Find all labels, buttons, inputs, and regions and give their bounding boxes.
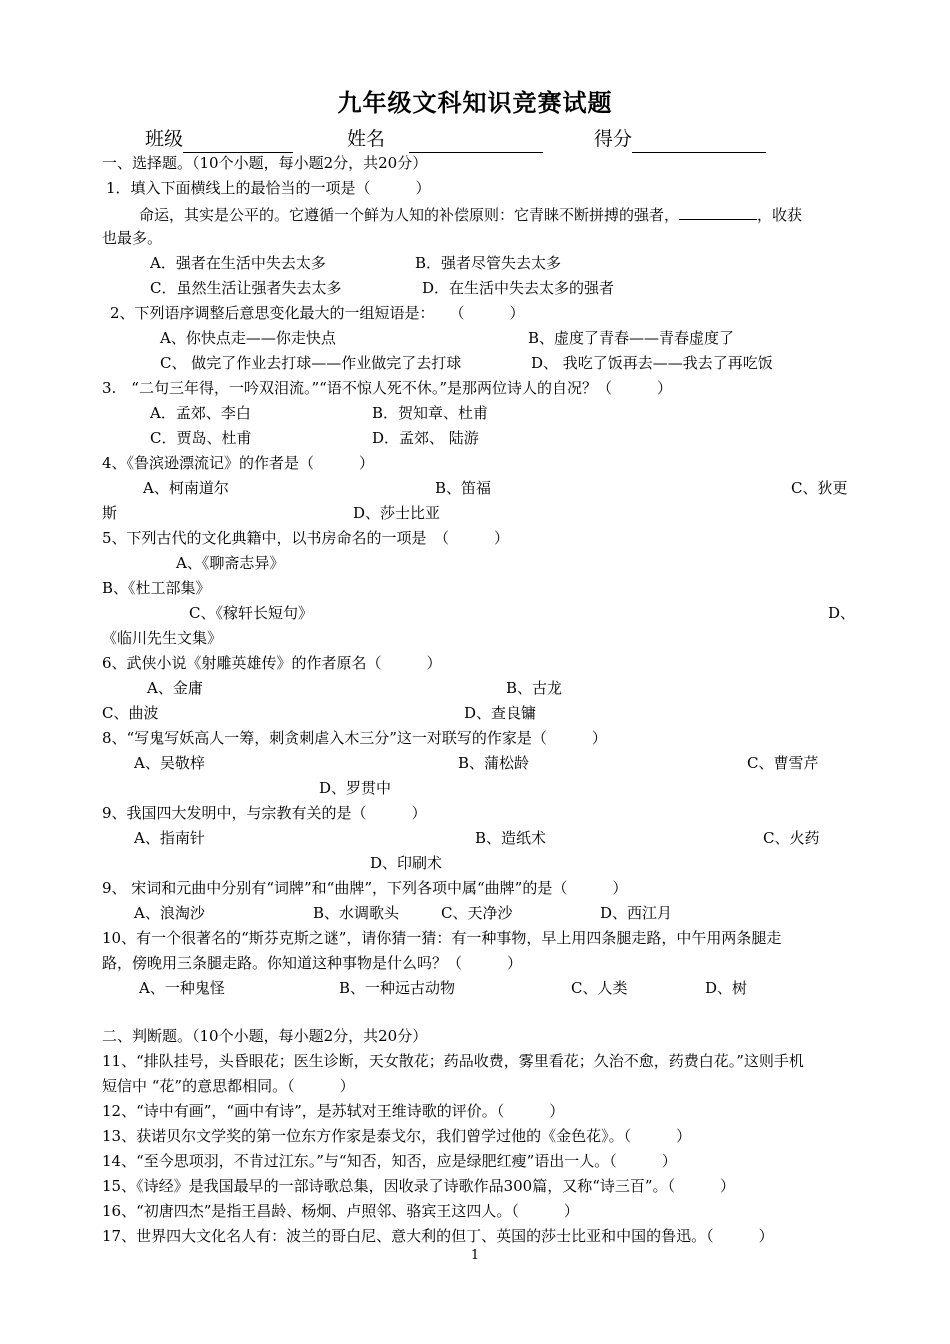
option: D、树 (705, 979, 748, 997)
name-blank[interactable] (409, 132, 543, 153)
option: A、金庸 (147, 679, 203, 697)
class-field (145, 125, 293, 153)
option: 斯 (102, 504, 118, 522)
score-label: 得分 (594, 128, 633, 150)
option: C、人类 (571, 979, 628, 997)
name-label: 姓名 (347, 128, 386, 150)
option: D．在生活中失去太多的强者 (422, 279, 615, 297)
option: A、你快点走——你走快点 (160, 329, 336, 347)
option: D．孟郊、 陆游 (372, 429, 479, 447)
question-stem: 4、《鲁滨逊漂流记》的作者是（ ） (102, 454, 375, 472)
question-stem: 1．填入下面横线上的最恰当的一项是（ ） (106, 179, 431, 197)
question-passage (139, 203, 802, 225)
option: D、 我吃了饭再去——我去了再吃饭 (531, 354, 773, 372)
score-field (594, 125, 766, 153)
option: B、造纸术 (475, 829, 547, 847)
judgment-item: 13、获诺贝尔文学奖的第一位东方作家是泰戈尔，我们曾学过他的《金色花》。（ ） (102, 1127, 692, 1145)
option: C、狄更 (791, 479, 848, 497)
option: A、指南针 (134, 829, 205, 847)
score-blank[interactable] (632, 132, 766, 153)
option: D、莎士比亚 (353, 504, 441, 522)
class-label: 班级 (145, 128, 184, 150)
answer-blank (679, 203, 757, 220)
question-stem: 9、我国四大发明中，与宗教有关的是（ ） (102, 804, 427, 822)
judgment-item: 15、《诗经》是我国最早的一部诗歌总集，因收录了诗歌作品300篇，又称“诗三百”。（ ） (102, 1177, 736, 1195)
passage-text: ，收获 (757, 206, 803, 224)
option: C、《稼轩长短句》 (189, 604, 313, 622)
option: A、《聊斋志异》 (176, 554, 285, 572)
option: C、 做完了作业去打球——作业做完了去打球 (160, 354, 462, 372)
option: D、罗贯中 (319, 779, 392, 797)
option: B、一种远古动物 (339, 979, 456, 997)
option: C．虽然生活让强者失去太多 (150, 279, 342, 297)
option: B．强者尽管失去太多 (415, 254, 562, 272)
question-passage: 也最多。 (102, 229, 163, 247)
option: B、《杜工部集》 (102, 579, 211, 597)
option: A．强者在生活中失去太多 (150, 254, 326, 272)
question-stem: 2、下列语序调整后意思变化最大的一组短语是： （ ） (110, 304, 525, 322)
question-stem: 9、 宋词和元曲中分别有“词牌”和“曲牌”，下列各项中属“曲牌”的是（ ） (102, 879, 628, 897)
option: B、古龙 (506, 679, 563, 697)
question-stem: 8、“写鬼写妖高人一筹，刺贪刺虐入木三分”这一对联写的作家是（ ） (102, 729, 607, 747)
judgment-item: 14、“至今思项羽，不肯过江东。”与“知否，知否，应是绿肥红瘦”语出一人。（ ） (102, 1152, 677, 1170)
option: D、印刷术 (370, 854, 443, 872)
option: A、浪淘沙 (134, 904, 205, 922)
judgment-item: 16、“初唐四杰”是指王昌龄、杨炯、卢照邻、骆宾王这四人。（ ） (102, 1202, 579, 1220)
judgment-item: 17、世界四大文化名人有：波兰的哥白尼、意大利的但丁、英国的莎士比亚和中国的鲁迅。（ ） (102, 1227, 774, 1245)
option: C、火药 (763, 829, 820, 847)
question-stem: 5、下列古代的文化典籍中，以书房命名的一项是 （ ） (102, 529, 510, 547)
passage-text: 命运，其实是公平的。它遵循一个鲜为人知的补偿原则：它青睐不断拼搏的强者， (139, 206, 680, 224)
option: C、曲波 (102, 704, 159, 722)
option: B、虚度了青春——青春虚度了 (528, 329, 735, 347)
page-number: 1 (470, 1248, 480, 1263)
option: A、吴敬梓 (134, 754, 205, 772)
option: B、蒲松龄 (458, 754, 530, 772)
section-heading: 一、选择题。（10个小题，每小题2分，共20分） (102, 154, 428, 172)
option: D、西江月 (600, 904, 673, 922)
question-stem: 3. “二句三年得，一吟双泪流。”“语不惊人死不休。”是那两位诗人的自况？（ ） (102, 379, 672, 397)
question-stem: 10、有一个很著名的“斯芬克斯之谜”，请你猜一猜：有一种事物，早上用四条腿走路，中午用两条腿走 (102, 929, 782, 947)
option: A．孟郊、李白 (150, 404, 251, 422)
option: C、天净沙 (441, 904, 513, 922)
option: A、一种鬼怪 (139, 979, 225, 997)
judgment-item: 短信中 “花”的意思都相同。（ ） (102, 1077, 355, 1095)
option: A、柯南道尔 (143, 479, 229, 497)
question-stem: 路，傍晚用三条腿走路。你知道这种事物是什么吗？（ ） (102, 954, 523, 972)
option: C、曹雪芹 (747, 754, 819, 772)
judgment-item: 12、“诗中有画”，“画中有诗”，是苏轼对王维诗歌的评价。（ ） (102, 1102, 565, 1120)
name-field (347, 125, 543, 153)
option: 《临川先生文集》 (102, 629, 223, 647)
option: B．贺知章、杜甫 (372, 404, 489, 422)
class-blank[interactable] (183, 132, 293, 153)
option: B、笛福 (435, 479, 492, 497)
option: D、 (828, 604, 856, 622)
option: C．贾岛、杜甫 (150, 429, 252, 447)
option: D、查良镛 (464, 704, 537, 722)
judgment-item: 11、“排队挂号，头昏眼花；医生诊断，天女散花；药品收费，雾里看花；久治不愈，药费白花。”这则手机 (102, 1052, 804, 1070)
page-title: 九年级文科知识竞赛试题 (337, 88, 613, 117)
section-heading: 二、判断题。（10个小题，每小题2分，共20分） (102, 1027, 428, 1045)
option: B、水调歌头 (313, 904, 400, 922)
question-stem: 6、武侠小说《射雕英雄传》的作者原名（ ） (102, 654, 442, 672)
